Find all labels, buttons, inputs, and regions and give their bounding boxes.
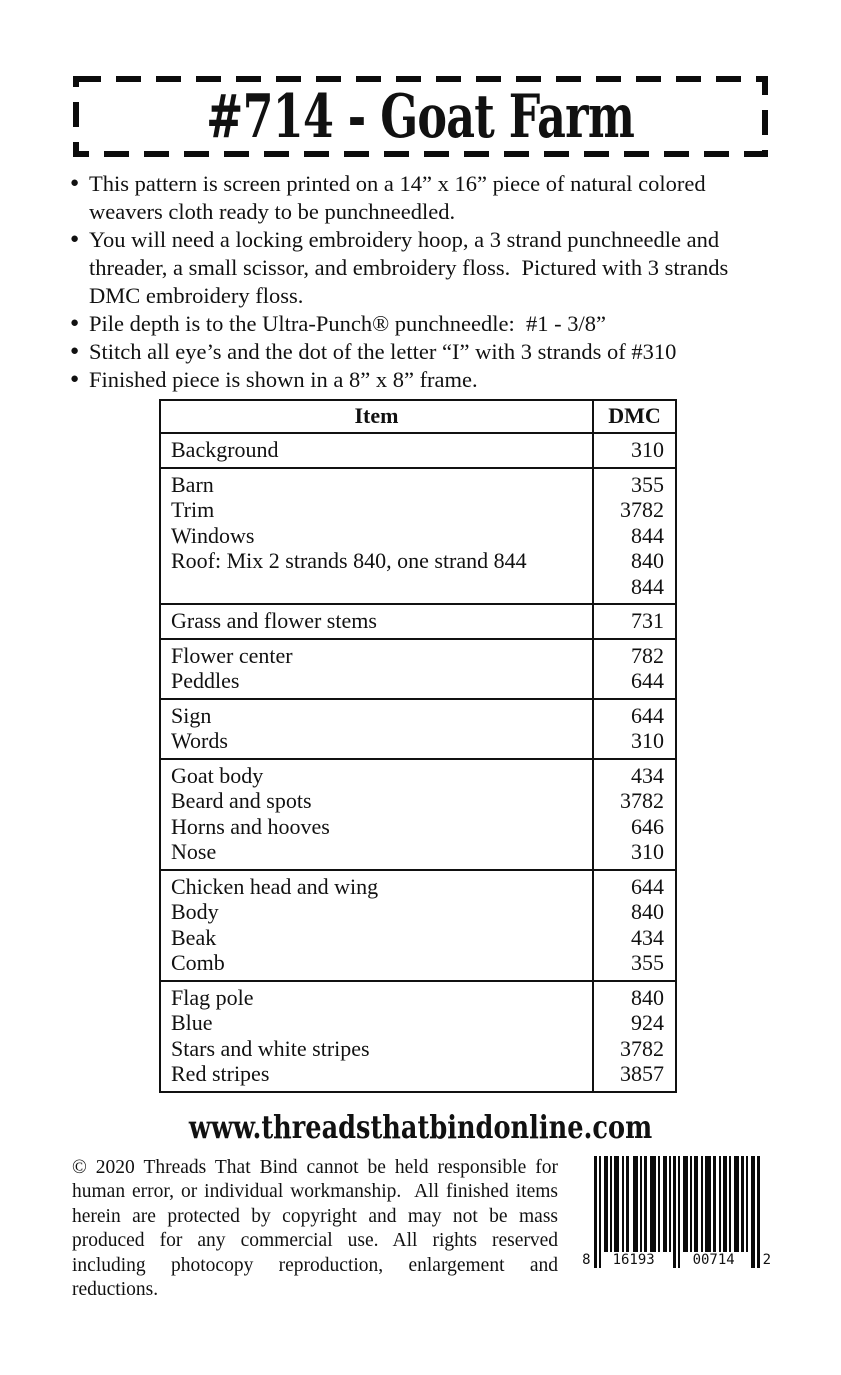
- item-cell: Beak: [171, 924, 217, 950]
- bullet-list: [72, 170, 783, 394]
- barcode-bar: [723, 1156, 727, 1252]
- item-cell: Horns and hooves: [171, 813, 330, 839]
- bullet-item: [72, 310, 783, 338]
- barcode-right-digit: 2: [762, 1251, 771, 1268]
- barcode-bar: [640, 1156, 642, 1252]
- pattern-sheet: [0, 75, 841, 1375]
- item-cell: Red stripes: [171, 1061, 270, 1086]
- table-row: [160, 1036, 676, 1062]
- dmc-cell: 644: [593, 870, 676, 900]
- bullet-text: Finished piece is shown in a 8” x 8” frame.: [89, 367, 478, 392]
- dmc-cell: 644: [593, 668, 676, 699]
- barcode-bar: [701, 1156, 703, 1252]
- bullet-text: Stitch all eye’s and the dot of the letter “I” with 3 strands of #310: [89, 339, 677, 364]
- dmc-cell: 840: [593, 981, 676, 1011]
- table-row: [160, 981, 676, 1011]
- dmc-cell: 840: [593, 899, 676, 925]
- dmc-cell: 840: [593, 548, 676, 574]
- table-row: [160, 639, 676, 669]
- item-cell: Words: [171, 728, 228, 753]
- barcode-bar: [683, 1156, 688, 1252]
- barcode-left-group: 16193: [610, 1253, 658, 1268]
- dmc-cell: 644: [593, 699, 676, 729]
- dmc-cell: 844: [593, 574, 676, 605]
- barcode-right-group: 00714: [690, 1253, 738, 1268]
- bullet-dot-icon: ●: [70, 175, 80, 191]
- item-cell: Comb: [171, 950, 225, 975]
- item-cell: Body: [171, 899, 219, 924]
- table-row: [160, 1061, 676, 1092]
- item-cell: Trim: [171, 497, 215, 522]
- barcode-bar: [757, 1156, 760, 1268]
- bullet-item: [72, 338, 783, 366]
- table-group: [160, 981, 676, 1092]
- footer: [72, 1156, 771, 1328]
- table-row: [160, 925, 676, 951]
- table-row: [160, 574, 676, 605]
- dmc-cell: 646: [593, 814, 676, 840]
- table-row: [160, 870, 676, 900]
- page-title: #714 - Goat Farm: [206, 81, 635, 152]
- dmc-cell: 310: [593, 839, 676, 870]
- table-group: [160, 433, 676, 468]
- barcode-bar: [644, 1156, 647, 1252]
- barcode-bar: [604, 1156, 608, 1252]
- barcode-bar: [713, 1156, 716, 1252]
- barcode-bar: [658, 1156, 660, 1252]
- item-cell: Grass and flower stems: [160, 604, 593, 639]
- barcode-bar: [614, 1156, 619, 1252]
- dmc-cell: 844: [593, 523, 676, 549]
- item-cell: Chicken head and wing: [160, 870, 593, 900]
- dmc-cell: 3782: [593, 788, 676, 814]
- barcode-bar: [719, 1156, 721, 1252]
- item-cell: Barn: [160, 468, 593, 498]
- barcode-bar: [669, 1156, 671, 1252]
- table-row: [160, 699, 676, 729]
- barcode-bar: [741, 1156, 744, 1252]
- dmc-cell: 355: [593, 950, 676, 981]
- barcode-bar: [622, 1156, 624, 1252]
- bullet-text: You will need a locking embroidery hoop, a 3 strand punchneedle and threader, a small scissor, and embroidery floss. Pictured with 3 strands DMC embroidery floss.: [89, 227, 734, 308]
- bullet-item: [72, 226, 783, 310]
- bullet-dot-icon: ●: [70, 231, 80, 247]
- item-cell: Background: [160, 433, 593, 468]
- table-row: [160, 839, 676, 870]
- dmc-cell: 3782: [593, 497, 676, 523]
- barcode-bar: [734, 1156, 739, 1252]
- barcode-bar: [599, 1156, 601, 1268]
- title-box: [72, 75, 769, 158]
- barcode-bar: [678, 1156, 680, 1268]
- bullet-dot-icon: ●: [70, 343, 80, 359]
- barcode-bar: [663, 1156, 667, 1252]
- barcode-bar: [610, 1156, 612, 1252]
- bullet-dot-icon: ●: [70, 371, 80, 387]
- barcode-bar: [705, 1156, 711, 1252]
- table-group: [160, 870, 676, 981]
- barcode-bar: [746, 1156, 748, 1252]
- barcode-bar: [633, 1156, 638, 1252]
- bullet-text: This pattern is screen printed on a 14” x 16” piece of natural colored weavers cloth ready to be punchneedled.: [89, 171, 712, 224]
- table-row: [160, 433, 676, 468]
- item-column-header: Item: [160, 400, 593, 433]
- barcode-bars: [594, 1156, 760, 1268]
- item-cell: Nose: [171, 839, 217, 864]
- item-cell: Windows: [171, 522, 255, 548]
- table-row: [160, 728, 676, 759]
- website-url: www.threadsthatbindonline.com: [188, 1107, 653, 1146]
- table-group: [160, 468, 676, 605]
- item-cell: Sign: [160, 699, 593, 729]
- barcode-bar: [729, 1156, 731, 1252]
- item-cell: Flower center: [160, 639, 593, 669]
- dmc-cell: 310: [593, 728, 676, 759]
- barcode-bar: [694, 1156, 698, 1252]
- barcode-bar: [673, 1156, 676, 1268]
- barcode: [582, 1156, 771, 1268]
- bullet-item: [72, 366, 783, 394]
- bullet-item: [72, 170, 783, 226]
- item-cell: Goat body: [160, 759, 593, 789]
- dmc-cell: 731: [593, 604, 676, 639]
- table-header: [160, 400, 676, 433]
- item-cell: Blue: [171, 1010, 213, 1035]
- bullet-dot-icon: ●: [70, 315, 80, 331]
- item-cell: [160, 574, 593, 605]
- table-row: [160, 950, 676, 981]
- table-row: [160, 1010, 676, 1036]
- table-row: [160, 548, 676, 574]
- copyright-text: © 2020 Threads That Bind cannot be held responsible for human error, or individual workmanship. All finished items herein are protected by copyright and may not be mass produced for any commercial use. All rights reserved including photocopy reproduction, enlargement and reductions.: [72, 1156, 563, 1301]
- table-row: [160, 788, 676, 814]
- item-cell: Stars and white stripes: [171, 1035, 370, 1061]
- dmc-cell: 434: [593, 759, 676, 789]
- barcode-bar: [650, 1156, 656, 1252]
- table-row: [160, 468, 676, 498]
- dmc-table: [159, 399, 677, 1093]
- bullet-text: Pile depth is to the Ultra-Punch® punchneedle: #1 - 3/8”: [89, 311, 606, 336]
- table-group: [160, 639, 676, 699]
- table-group: [160, 604, 676, 639]
- dmc-cell: 310: [593, 433, 676, 468]
- dmc-cell: 3857: [593, 1061, 676, 1092]
- dmc-cell: 3782: [593, 1036, 676, 1062]
- dmc-cell: 434: [593, 925, 676, 951]
- barcode-bar: [626, 1156, 629, 1252]
- barcode-left-digit: 8: [582, 1251, 591, 1268]
- table-row: [160, 668, 676, 699]
- item-cell: Flag pole: [160, 981, 593, 1011]
- item-cell: Beard and spots: [171, 788, 312, 813]
- item-cell: Roof: Mix 2 strands 840, one strand 844: [171, 548, 527, 573]
- dmc-column-header: DMC: [593, 400, 676, 433]
- dmc-cell: 924: [593, 1010, 676, 1036]
- table-group: [160, 759, 676, 870]
- table-group: [160, 699, 676, 759]
- table-row: [160, 759, 676, 789]
- dmc-cell: 782: [593, 639, 676, 669]
- table-row: [160, 814, 676, 840]
- barcode-bar: [751, 1156, 755, 1268]
- table-row: [160, 523, 676, 549]
- barcode-bar: [594, 1156, 597, 1268]
- table-row: [160, 604, 676, 639]
- table-row: [160, 497, 676, 523]
- item-cell: Peddles: [171, 668, 240, 693]
- dmc-cell: 355: [593, 468, 676, 498]
- barcode-bar: [690, 1156, 692, 1252]
- table-row: [160, 899, 676, 925]
